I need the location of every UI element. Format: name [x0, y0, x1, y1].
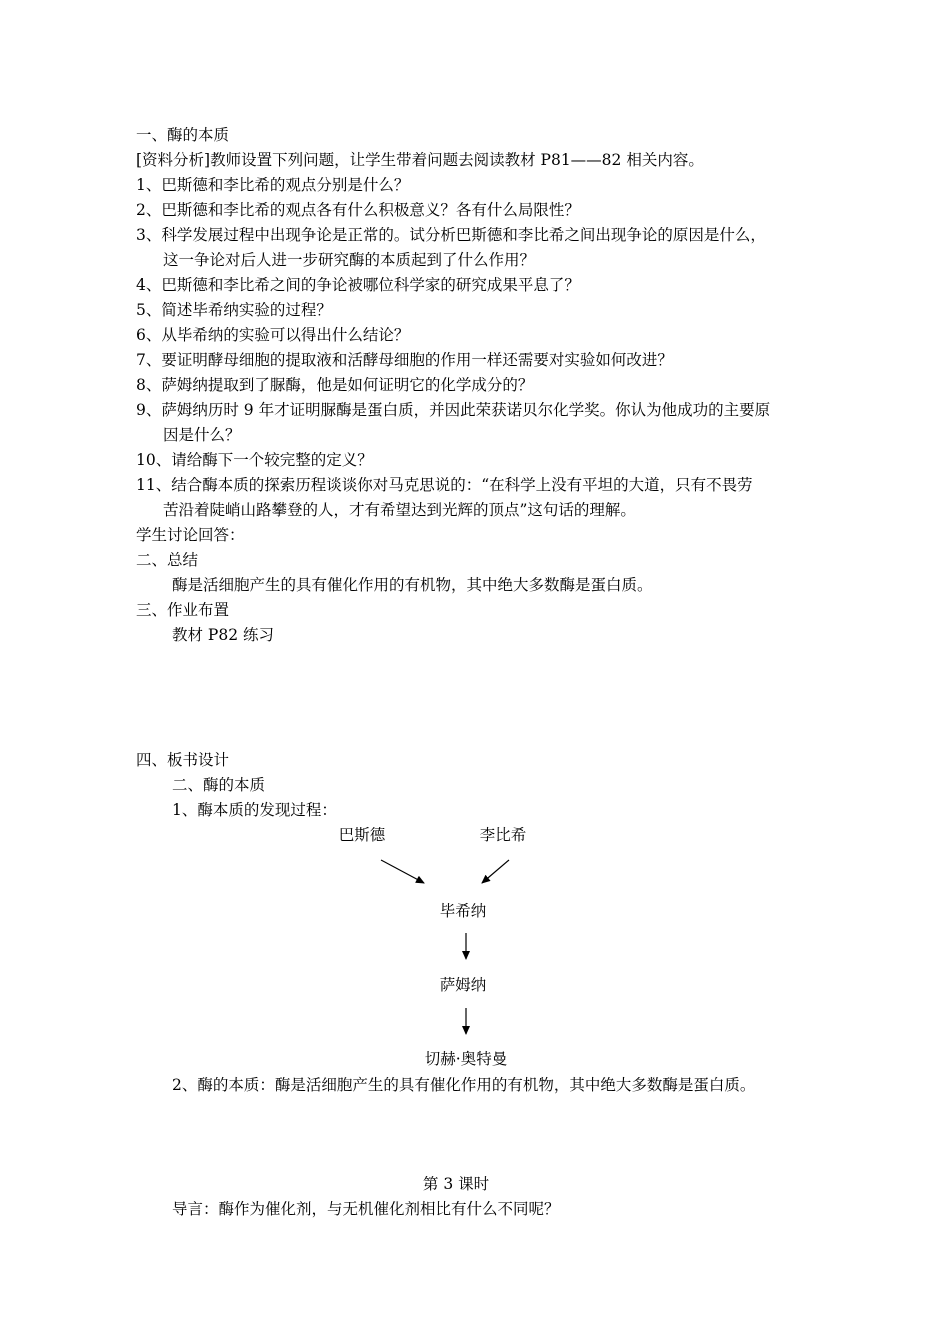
question-4: 4、巴斯德和李比希之间的争论被哪位科学家的研究成果平息了？ — [136, 276, 580, 294]
arrow-pasteur-to-buchner — [381, 860, 424, 883]
section4-subtitle: 二、酶的本质 — [172, 776, 266, 794]
section3-body: 教材 P82 练习 — [172, 626, 275, 644]
discovery-process-heading: 1、酶本质的发现过程： — [172, 801, 337, 819]
section1-title: 一、酶的本质 — [136, 126, 230, 144]
question-11: 11、结合酶本质的探索历程谈谈你对马克思说的：“在科学上没有平坦的大道，只有不畏劳 — [136, 476, 753, 494]
question-9: 9、萨姆纳历时 9 年才证明脲酶是蛋白质，并因此荣获诺贝尔化学奖。你认为他成功的主要原 — [136, 401, 771, 419]
lesson3-intro: 导言：酶作为催化剂，与无机催化剂相比有什么不同呢？ — [172, 1200, 560, 1218]
arrow-liebig-to-buchner — [482, 860, 509, 883]
question-1: 1、巴斯德和李比希的观点分别是什么？ — [136, 176, 410, 194]
student-discussion: 学生讨论回答： — [136, 526, 245, 544]
question-2: 2、巴斯德和李比希的观点各有什么积极意义？各有什么局限性？ — [136, 201, 580, 219]
question-3-continued: 这一争论对后人进一步研究酶的本质起到了什么作用？ — [163, 251, 536, 269]
node-liebig: 李比希 — [479, 826, 527, 844]
lesson3-title: 第 3 课时 — [422, 1175, 490, 1193]
section1-intro: [资料分析]教师设置下列问题，让学生带着问题去阅读教材 P81——82 相关内容。 — [136, 151, 704, 169]
node-sumner: 萨姆纳 — [439, 976, 487, 994]
section2-title: 二、总结 — [136, 551, 199, 569]
question-8: 8、萨姆纳提取到了脲酶，他是如何证明它的化学成分的？ — [136, 376, 534, 394]
node-cech-altman: 切赫·奥特曼 — [424, 1050, 508, 1068]
question-9-continued: 因是什么？ — [163, 426, 241, 444]
question-10: 10、请给酶下一个较完整的定义？ — [136, 451, 373, 469]
question-11-continued: 苦沿着陡峭山路攀登的人，才有希望达到光辉的顶点”这句话的理解。 — [163, 501, 636, 519]
question-7: 7、要证明酵母细胞的提取液和活酵母细胞的作用一样还需要对实验如何改进？ — [136, 351, 673, 369]
question-6: 6、从毕希纳的实验可以得出什么结论？ — [136, 326, 410, 344]
section3-title: 三、作业布置 — [136, 601, 230, 619]
section4-title: 四、板书设计 — [136, 751, 230, 769]
node-pasteur: 巴斯德 — [338, 826, 386, 844]
enzyme-nature-definition: 2、酶的本质：酶是活细胞产生的具有催化作用的有机物，其中绝大多数酶是蛋白质。 — [172, 1076, 756, 1094]
question-5: 5、简述毕希纳实验的过程？ — [136, 301, 332, 319]
question-3: 3、科学发展过程中出现争论是正常的。试分析巴斯德和李比希之间出现争论的原因是什么， — [136, 226, 766, 244]
node-buchner: 毕希纳 — [439, 902, 487, 920]
section2-body: 酶是活细胞产生的具有催化作用的有机物，其中绝大多数酶是蛋白质。 — [172, 576, 653, 594]
